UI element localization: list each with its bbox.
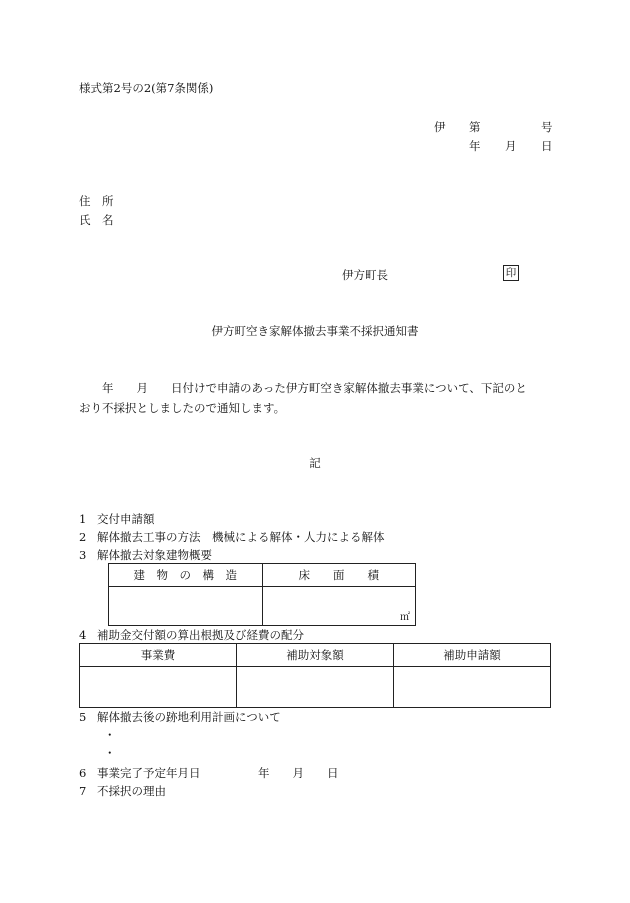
bullet-2: ・ [104,746,116,760]
item-text: 解体撤去工事の方法 機械による解体・人力による解体 [97,530,385,544]
item-5 [79,709,281,725]
eligible-amount-cell [237,667,394,708]
doc-number-prefix: 伊 [434,120,446,134]
item-number: 3 [79,548,87,562]
body-line-1: 年 月 日付けで申請のあった伊方町空き家解体撤去事業について、下記のと [79,381,527,395]
item-text: 解体撤去対象建物概要 [97,548,212,562]
doc-date-month: 月 [505,139,517,153]
seal-stamp: 印 [503,265,519,281]
item-number: 6 [79,766,87,780]
building-structure-header: 建 物 の 構 造 [109,564,263,587]
item-number: 7 [79,784,87,798]
document-title: 伊方町空き家解体撤去事業不採択通知書 [211,324,419,338]
item-3 [79,547,212,563]
cost-table [79,643,551,708]
requested-amount-cell [394,667,551,708]
building-structure-cell [109,587,263,626]
item-number: 4 [79,628,87,642]
body-text [79,378,554,418]
body-line-2: おり不採択としましたので通知します。 [79,401,286,415]
issuer-title: 伊方町長 [342,268,388,282]
bullet-1: ・ [104,728,116,742]
project-cost-header: 事業費 [80,644,237,667]
form-id: 様式第2号の2(第7条関係) [79,81,214,95]
doc-number-dai: 第 [469,120,481,134]
ki-heading: 記 [309,456,321,470]
item-7 [79,783,166,799]
item-text: 不採択の理由 [97,784,166,798]
item-text: 解体撤去後の跡地利用計画について [97,710,281,724]
item-4 [79,627,304,643]
eligible-amount-header: 補助対象額 [237,644,394,667]
floor-area-cell [262,587,416,626]
doc-date-year: 年 [469,139,481,153]
item-2 [79,529,385,545]
address-label: 住 所 [79,194,114,208]
floor-area-header: 床 面 積 [262,564,416,587]
item-1 [79,511,155,527]
requested-amount-header: 補助申請額 [394,644,551,667]
item-6 [79,765,339,781]
item-text: 交付申請額 [97,512,155,526]
doc-number-go: 号 [541,120,553,134]
item-text: 補助金交付額の算出根拠及び経費の配分 [97,628,304,642]
project-cost-cell [80,667,237,708]
building-table [108,563,416,626]
name-label: 氏 名 [79,213,114,227]
area-unit: ㎡ [400,612,410,623]
item-number: 5 [79,710,87,724]
item-number: 1 [79,512,87,526]
item-number: 2 [79,530,87,544]
doc-date-day: 日 [541,139,553,153]
item-text: 事業完了予定年月日 年 月 日 [97,766,339,780]
